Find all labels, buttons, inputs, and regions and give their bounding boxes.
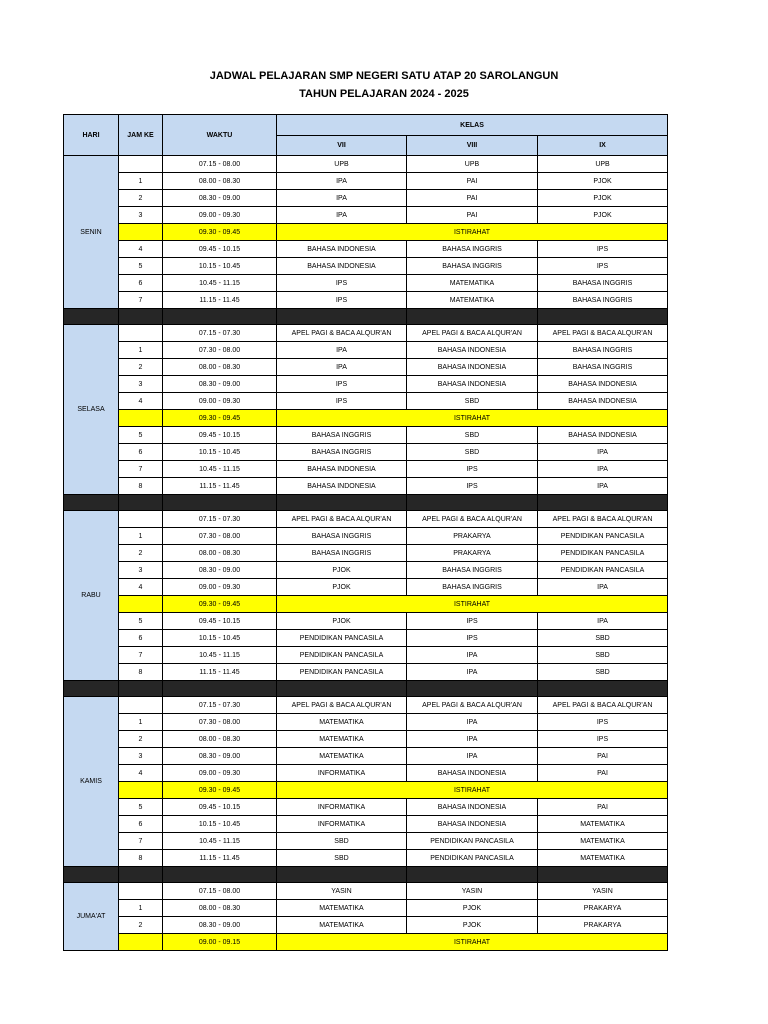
jam-ke-cell: 7 (119, 292, 163, 309)
jam-ke-cell (119, 511, 163, 528)
class-ix-subject: MATEMATIKA (538, 816, 668, 833)
class-viii-subject: IPA (407, 748, 538, 765)
class-viii-subject: BAHASA INDONESIA (407, 376, 538, 393)
table-row (64, 799, 668, 816)
table-row (64, 393, 668, 410)
class-vii-subject: PJOK (277, 579, 407, 596)
table-row (64, 444, 668, 461)
separator-cell (407, 867, 538, 883)
table-row (64, 630, 668, 647)
class-ix-subject: UPB (538, 156, 668, 173)
class-ix-subject: BAHASA INGGRIS (538, 292, 668, 309)
separator-cell (119, 681, 163, 697)
jam-ke-cell: 6 (119, 816, 163, 833)
waktu-cell: 09.30 - 09.45 (163, 224, 277, 241)
separator-cell (64, 867, 119, 883)
class-ix-subject: IPS (538, 714, 668, 731)
jam-ke-cell: 2 (119, 731, 163, 748)
waktu-cell: 07.30 - 08.00 (163, 528, 277, 545)
class-ix-subject: IPA (538, 613, 668, 630)
schedule-table (63, 114, 668, 951)
class-viii-subject: BAHASA INGGRIS (407, 241, 538, 258)
waktu-cell: 07.15 - 07.30 (163, 325, 277, 342)
waktu-cell: 11.15 - 11.45 (163, 478, 277, 495)
waktu-cell: 10.45 - 11.15 (163, 647, 277, 664)
separator-cell (538, 867, 668, 883)
jam-ke-cell: 1 (119, 714, 163, 731)
class-ix-subject: PJOK (538, 190, 668, 207)
class-vii-subject: APEL PAGI & BACA ALQUR'AN (277, 511, 407, 528)
waktu-cell: 10.15 - 10.45 (163, 630, 277, 647)
jam-ke-cell: 7 (119, 833, 163, 850)
separator-cell (64, 309, 119, 325)
class-vii-subject: PENDIDIKAN PANCASILA (277, 630, 407, 647)
table-row (64, 173, 668, 190)
class-ix-subject: IPS (538, 241, 668, 258)
table-row (64, 850, 668, 867)
waktu-cell: 08.30 - 09.00 (163, 917, 277, 934)
class-ix-subject: BAHASA INGGRIS (538, 359, 668, 376)
separator-cell (538, 309, 668, 325)
class-vii-subject: IPS (277, 292, 407, 309)
class-ix-subject: PAI (538, 799, 668, 816)
class-vii-subject: IPA (277, 207, 407, 224)
class-vii-subject: BAHASA INDONESIA (277, 478, 407, 495)
table-row (64, 511, 668, 528)
class-viii-subject: IPS (407, 461, 538, 478)
class-vii-subject: MATEMATIKA (277, 731, 407, 748)
class-viii-subject: IPA (407, 714, 538, 731)
class-vii-subject: BAHASA INGGRIS (277, 528, 407, 545)
waktu-cell: 08.30 - 09.00 (163, 190, 277, 207)
jam-ke-cell: 8 (119, 850, 163, 867)
break-label: ISTIRAHAT (277, 782, 668, 799)
waktu-cell: 07.30 - 08.00 (163, 342, 277, 359)
class-vii-subject: BAHASA INDONESIA (277, 241, 407, 258)
waktu-cell: 08.00 - 08.30 (163, 545, 277, 562)
separator-cell (163, 867, 277, 883)
jam-ke-cell (119, 782, 163, 799)
header-row-top (64, 115, 668, 136)
class-ix-subject: PENDIDIKAN PANCASILA (538, 562, 668, 579)
waktu-cell: 09.00 - 09.30 (163, 765, 277, 782)
class-viii-subject: MATEMATIKA (407, 292, 538, 309)
class-viii-subject: IPA (407, 664, 538, 681)
waktu-cell: 08.30 - 09.00 (163, 562, 277, 579)
separator-cell (119, 867, 163, 883)
waktu-cell: 10.45 - 11.15 (163, 461, 277, 478)
table-row (64, 190, 668, 207)
class-vii-subject: IPA (277, 359, 407, 376)
class-ix-subject: BAHASA INDONESIA (538, 376, 668, 393)
waktu-cell: 09.00 - 09.30 (163, 393, 277, 410)
table-row (64, 714, 668, 731)
table-row (64, 342, 668, 359)
jam-ke-cell: 4 (119, 579, 163, 596)
table-row (64, 241, 668, 258)
day-separator (64, 681, 668, 697)
waktu-cell: 09.45 - 10.15 (163, 241, 277, 258)
class-viii-subject: PENDIDIKAN PANCASILA (407, 850, 538, 867)
class-viii-subject: PAI (407, 173, 538, 190)
break-row (64, 782, 668, 799)
jam-ke-cell: 1 (119, 173, 163, 190)
waktu-cell: 08.30 - 09.00 (163, 748, 277, 765)
class-viii-subject: IPS (407, 478, 538, 495)
jam-ke-cell (119, 325, 163, 342)
separator-cell (407, 681, 538, 697)
class-ix-subject: PRAKARYA (538, 900, 668, 917)
jam-ke-cell: 5 (119, 613, 163, 630)
jam-ke-cell: 1 (119, 528, 163, 545)
jam-ke-cell: 4 (119, 393, 163, 410)
class-vii-subject: IPS (277, 376, 407, 393)
separator-cell (64, 681, 119, 697)
jam-ke-cell: 4 (119, 241, 163, 258)
day-name: KAMIS (64, 697, 119, 867)
class-viii-subject: MATEMATIKA (407, 275, 538, 292)
class-viii-subject: PRAKARYA (407, 528, 538, 545)
class-viii-subject: IPA (407, 731, 538, 748)
waktu-cell: 07.30 - 08.00 (163, 714, 277, 731)
waktu-cell: 08.00 - 08.30 (163, 731, 277, 748)
table-row (64, 697, 668, 714)
class-viii-subject: SBD (407, 444, 538, 461)
class-vii-subject: INFORMATIKA (277, 799, 407, 816)
separator-cell (277, 681, 407, 697)
class-vii-subject: MATEMATIKA (277, 900, 407, 917)
class-vii-subject: MATEMATIKA (277, 917, 407, 934)
separator-cell (277, 867, 407, 883)
table-row (64, 275, 668, 292)
separator-cell (119, 309, 163, 325)
class-ix-subject: PRAKARYA (538, 917, 668, 934)
class-vii-subject: SBD (277, 850, 407, 867)
table-row (64, 748, 668, 765)
jam-ke-cell: 1 (119, 342, 163, 359)
waktu-cell: 11.15 - 11.45 (163, 292, 277, 309)
waktu-cell: 08.00 - 08.30 (163, 359, 277, 376)
header-class-vii: VII (277, 136, 407, 156)
waktu-cell: 09.00 - 09.30 (163, 579, 277, 596)
class-viii-subject: YASIN (407, 883, 538, 900)
waktu-cell: 07.15 - 07.30 (163, 511, 277, 528)
waktu-cell: 09.30 - 09.45 (163, 410, 277, 427)
class-vii-subject: IPA (277, 342, 407, 359)
waktu-cell: 11.15 - 11.45 (163, 850, 277, 867)
jam-ke-cell: 7 (119, 461, 163, 478)
header-kelas: KELAS (277, 115, 668, 136)
table-row (64, 613, 668, 630)
jam-ke-cell: 8 (119, 478, 163, 495)
jam-ke-cell (119, 156, 163, 173)
class-viii-subject: BAHASA INGGRIS (407, 579, 538, 596)
table-row (64, 376, 668, 393)
break-label: ISTIRAHAT (277, 410, 668, 427)
header-class-viii: VIII (407, 136, 538, 156)
day-separator (64, 495, 668, 511)
class-viii-subject: PAI (407, 207, 538, 224)
class-vii-subject: INFORMATIKA (277, 816, 407, 833)
class-ix-subject: IPA (538, 478, 668, 495)
jam-ke-cell (119, 883, 163, 900)
class-ix-subject: BAHASA INGGRIS (538, 342, 668, 359)
class-ix-subject: APEL PAGI & BACA ALQUR'AN (538, 325, 668, 342)
class-vii-subject: PENDIDIKAN PANCASILA (277, 647, 407, 664)
table-row (64, 833, 668, 850)
day-name: SENIN (64, 156, 119, 309)
separator-cell (407, 495, 538, 511)
separator-cell (407, 309, 538, 325)
waktu-cell: 07.15 - 08.00 (163, 156, 277, 173)
class-vii-subject: IPS (277, 275, 407, 292)
table-row (64, 883, 668, 900)
class-vii-subject: UPB (277, 156, 407, 173)
class-vii-subject: MATEMATIKA (277, 748, 407, 765)
schedule-subtitle: TAHUN PELAJARAN 2024 - 2025 (299, 88, 469, 100)
separator-cell (277, 495, 407, 511)
class-viii-subject: BAHASA INDONESIA (407, 342, 538, 359)
jam-ke-cell: 5 (119, 258, 163, 275)
waktu-cell: 07.15 - 08.00 (163, 883, 277, 900)
header-jam-ke: JAM KE (119, 115, 163, 156)
class-viii-subject: PAI (407, 190, 538, 207)
jam-ke-cell: 2 (119, 190, 163, 207)
table-row (64, 816, 668, 833)
class-viii-subject: BAHASA INDONESIA (407, 816, 538, 833)
break-label: ISTIRAHAT (277, 224, 668, 241)
break-row (64, 596, 668, 613)
jam-ke-cell: 8 (119, 664, 163, 681)
class-viii-subject: PRAKARYA (407, 545, 538, 562)
header-hari: HARI (64, 115, 119, 156)
class-viii-subject: SBD (407, 393, 538, 410)
class-vii-subject: APEL PAGI & BACA ALQUR'AN (277, 697, 407, 714)
class-vii-subject: PJOK (277, 562, 407, 579)
class-ix-subject: YASIN (538, 883, 668, 900)
separator-cell (538, 681, 668, 697)
separator-cell (163, 309, 277, 325)
class-ix-subject: BAHASA INDONESIA (538, 393, 668, 410)
class-viii-subject: UPB (407, 156, 538, 173)
table-row (64, 207, 668, 224)
class-ix-subject: APEL PAGI & BACA ALQUR'AN (538, 697, 668, 714)
class-viii-subject: PJOK (407, 917, 538, 934)
jam-ke-cell: 6 (119, 444, 163, 461)
class-viii-subject: BAHASA INDONESIA (407, 765, 538, 782)
class-ix-subject: BAHASA INDONESIA (538, 427, 668, 444)
class-ix-subject: IPS (538, 731, 668, 748)
jam-ke-cell: 3 (119, 562, 163, 579)
waktu-cell: 09.30 - 09.45 (163, 596, 277, 613)
table-row (64, 528, 668, 545)
waktu-cell: 08.00 - 08.30 (163, 900, 277, 917)
day-name: RABU (64, 511, 119, 681)
table-row (64, 545, 668, 562)
class-viii-subject: BAHASA INGGRIS (407, 258, 538, 275)
jam-ke-cell: 5 (119, 799, 163, 816)
table-row (64, 359, 668, 376)
table-row (64, 156, 668, 173)
break-row (64, 224, 668, 241)
class-vii-subject: PENDIDIKAN PANCASILA (277, 664, 407, 681)
waktu-cell: 09.00 - 09.30 (163, 207, 277, 224)
class-viii-subject: BAHASA INDONESIA (407, 799, 538, 816)
class-ix-subject: PAI (538, 765, 668, 782)
break-row (64, 934, 668, 951)
separator-cell (538, 495, 668, 511)
waktu-cell: 11.15 - 11.45 (163, 664, 277, 681)
waktu-cell: 10.45 - 11.15 (163, 833, 277, 850)
waktu-cell: 10.15 - 10.45 (163, 444, 277, 461)
class-vii-subject: PJOK (277, 613, 407, 630)
class-viii-subject: PENDIDIKAN PANCASILA (407, 833, 538, 850)
class-vii-subject: APEL PAGI & BACA ALQUR'AN (277, 325, 407, 342)
class-viii-subject: IPS (407, 613, 538, 630)
jam-ke-cell: 2 (119, 545, 163, 562)
waktu-cell: 08.30 - 09.00 (163, 376, 277, 393)
header-waktu: WAKTU (163, 115, 277, 156)
jam-ke-cell: 1 (119, 900, 163, 917)
class-ix-subject: SBD (538, 630, 668, 647)
table-row (64, 258, 668, 275)
schedule-title: JADWAL PELAJARAN SMP NEGERI SATU ATAP 20 SAROLANGUN (209, 70, 559, 82)
class-viii-subject: APEL PAGI & BACA ALQUR'AN (407, 325, 538, 342)
class-ix-subject: SBD (538, 647, 668, 664)
class-ix-subject: APEL PAGI & BACA ALQUR'AN (538, 511, 668, 528)
waktu-cell: 10.15 - 10.45 (163, 816, 277, 833)
table-row (64, 478, 668, 495)
waktu-cell: 09.45 - 10.15 (163, 613, 277, 630)
class-ix-subject: PAI (538, 748, 668, 765)
class-ix-subject: MATEMATIKA (538, 833, 668, 850)
table-row (64, 427, 668, 444)
waktu-cell: 10.15 - 10.45 (163, 258, 277, 275)
jam-ke-cell: 2 (119, 917, 163, 934)
header-class-ix: IX (538, 136, 668, 156)
day-name: SELASA (64, 325, 119, 495)
jam-ke-cell (119, 596, 163, 613)
table-row (64, 664, 668, 681)
class-viii-subject: BAHASA INDONESIA (407, 359, 538, 376)
class-vii-subject: SBD (277, 833, 407, 850)
class-viii-subject: SBD (407, 427, 538, 444)
break-label: ISTIRAHAT (277, 596, 668, 613)
jam-ke-cell: 4 (119, 765, 163, 782)
waktu-cell: 07.15 - 07.30 (163, 697, 277, 714)
table-row (64, 292, 668, 309)
break-row (64, 410, 668, 427)
jam-ke-cell (119, 934, 163, 951)
separator-cell (277, 309, 407, 325)
class-ix-subject: PENDIDIKAN PANCASILA (538, 545, 668, 562)
table-row (64, 461, 668, 478)
separator-cell (163, 495, 277, 511)
separator-cell (119, 495, 163, 511)
class-vii-subject: BAHASA INGGRIS (277, 444, 407, 461)
break-label: ISTIRAHAT (277, 934, 668, 951)
class-ix-subject: MATEMATIKA (538, 850, 668, 867)
class-ix-subject: PJOK (538, 173, 668, 190)
class-vii-subject: BAHASA INGGRIS (277, 545, 407, 562)
jam-ke-cell (119, 697, 163, 714)
jam-ke-cell: 3 (119, 376, 163, 393)
table-row (64, 579, 668, 596)
waktu-cell: 09.45 - 10.15 (163, 427, 277, 444)
class-viii-subject: APEL PAGI & BACA ALQUR'AN (407, 511, 538, 528)
class-viii-subject: PJOK (407, 900, 538, 917)
class-ix-subject: IPA (538, 461, 668, 478)
class-vii-subject: BAHASA INDONESIA (277, 258, 407, 275)
jam-ke-cell: 6 (119, 275, 163, 292)
table-row (64, 647, 668, 664)
separator-cell (64, 495, 119, 511)
class-vii-subject: INFORMATIKA (277, 765, 407, 782)
jam-ke-cell: 3 (119, 207, 163, 224)
table-row (64, 917, 668, 934)
waktu-cell: 09.30 - 09.45 (163, 782, 277, 799)
class-ix-subject: BAHASA INGGRIS (538, 275, 668, 292)
class-vii-subject: IPA (277, 173, 407, 190)
class-ix-subject: IPS (538, 258, 668, 275)
table-row (64, 765, 668, 782)
class-vii-subject: IPA (277, 190, 407, 207)
waktu-cell: 08.00 - 08.30 (163, 173, 277, 190)
table-row (64, 562, 668, 579)
table-row (64, 731, 668, 748)
jam-ke-cell: 3 (119, 748, 163, 765)
jam-ke-cell: 5 (119, 427, 163, 444)
separator-cell (163, 681, 277, 697)
day-separator (64, 309, 668, 325)
table-row (64, 325, 668, 342)
jam-ke-cell: 2 (119, 359, 163, 376)
class-ix-subject: PJOK (538, 207, 668, 224)
day-separator (64, 867, 668, 883)
class-ix-subject: IPA (538, 579, 668, 596)
waktu-cell: 09.45 - 10.15 (163, 799, 277, 816)
jam-ke-cell (119, 410, 163, 427)
jam-ke-cell (119, 224, 163, 241)
waktu-cell: 10.45 - 11.15 (163, 275, 277, 292)
jam-ke-cell: 6 (119, 630, 163, 647)
class-ix-subject: PENDIDIKAN PANCASILA (538, 528, 668, 545)
class-vii-subject: MATEMATIKA (277, 714, 407, 731)
waktu-cell: 09.00 - 09.15 (163, 934, 277, 951)
class-viii-subject: IPS (407, 630, 538, 647)
day-name: JUMA'AT (64, 883, 119, 951)
class-ix-subject: IPA (538, 444, 668, 461)
jam-ke-cell: 7 (119, 647, 163, 664)
class-viii-subject: IPA (407, 647, 538, 664)
class-vii-subject: YASIN (277, 883, 407, 900)
class-viii-subject: BAHASA INGGRIS (407, 562, 538, 579)
class-ix-subject: SBD (538, 664, 668, 681)
class-viii-subject: APEL PAGI & BACA ALQUR'AN (407, 697, 538, 714)
class-vii-subject: BAHASA INGGRIS (277, 427, 407, 444)
class-vii-subject: IPS (277, 393, 407, 410)
schedule-body (64, 115, 668, 951)
class-vii-subject: BAHASA INDONESIA (277, 461, 407, 478)
table-row (64, 900, 668, 917)
